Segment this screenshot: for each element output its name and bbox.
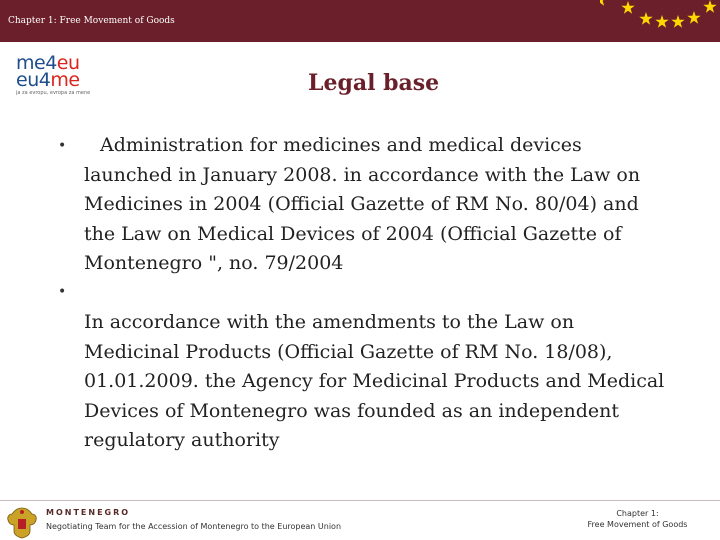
- eu-stars-icon: [600, 0, 720, 42]
- chapter-title: Chapter 1: Free Movement of Goods: [8, 16, 175, 26]
- me4eu-logo: [16, 54, 108, 98]
- bullet-marker: •: [58, 284, 67, 300]
- coat-of-arms-icon: [6, 505, 38, 539]
- footer-country: MONTENEGRO: [46, 508, 131, 517]
- footer-chapter-line1: Chapter 1:: [616, 509, 659, 518]
- footer-chapter-line2: Free Movement of Goods: [587, 520, 688, 529]
- logo-line-1: me4eu: [16, 52, 80, 74]
- footer-divider: [0, 500, 720, 501]
- slide-title: Legal base: [308, 70, 440, 96]
- bullet-text-2: In accordance with the amendments to the Law on Medicinal Products (Official Gazette of RM No. 18/08), 01.01.2009. the Agency for Medicinal Products and Medical Devices of Montenegro was founded as an independent regulatory authority: [84, 311, 665, 451]
- bullet-marker: •: [58, 138, 67, 154]
- logo-tagline: ja za evropu, evropa za mene: [16, 90, 91, 96]
- footer-chapter: [560, 508, 715, 530]
- bullet-text-1: Administration for medicines and medical devices launched in January 2008. in accordance with the Law on Medicines in 2004 (Official Gazette of RM No. 80/04) and the Law on Medical Devices of 2004 (Official Gazette of Montenegro ", no. 79/2004: [84, 134, 641, 274]
- logo-line-2: eu4me: [16, 69, 80, 91]
- footer-team: Negotiating Team for the Accession of Montenegro to the European Union: [46, 522, 342, 531]
- header-bar: [0, 0, 720, 42]
